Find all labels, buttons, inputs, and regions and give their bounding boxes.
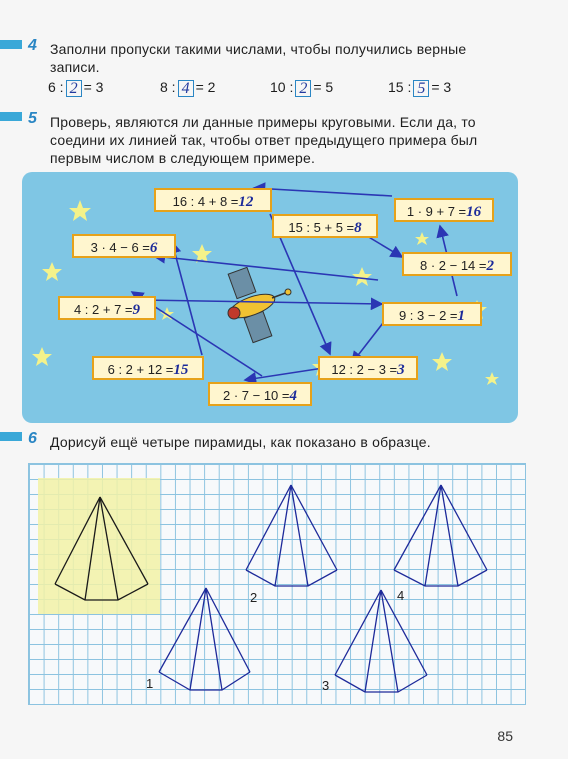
section-marker-6 xyxy=(0,432,22,441)
task-4-equation-3: 10 : 2 = 5 xyxy=(270,79,334,97)
satellite-icon xyxy=(226,267,291,342)
pyramid-label-4: 4 xyxy=(397,588,405,603)
pyramid-label-1: 1 xyxy=(146,676,154,691)
example-card-5: 8 · 2 − 14 =2 xyxy=(402,252,512,276)
answer-box[interactable]: 5 xyxy=(413,80,429,97)
task-6-number: 6 xyxy=(28,430,37,447)
pyramid-label-3: 3 xyxy=(322,678,330,693)
pyramid-label-2: 2 xyxy=(250,590,258,605)
example-card-4: 3 · 4 − 6 =6 xyxy=(72,234,176,258)
task-6-text: Дорисуй ещё четыре пирамиды, как показано в образце. xyxy=(50,434,431,450)
answer-box[interactable]: 2 xyxy=(295,80,311,97)
sample-highlight xyxy=(38,478,160,614)
example-card-7: 9 : 3 − 2 =1 xyxy=(382,302,482,326)
task-4-number: 4 xyxy=(28,37,37,54)
example-card-6: 4 : 2 + 7 =9 xyxy=(58,296,156,320)
task-4-equation-2: 8 : 4 = 2 xyxy=(160,79,216,97)
example-card-9: 12 : 2 − 3 =3 xyxy=(318,356,418,380)
page-number: 85 xyxy=(497,728,513,744)
section-marker-5 xyxy=(0,112,22,121)
task-4-equation-1: 6 : 2 = 3 xyxy=(48,79,104,97)
answer-box[interactable]: 2 xyxy=(66,80,82,97)
task-5-text: Проверь, являются ли данные примеры круговыми. Если да, то соедини их линией так, чтобы ответ предыдущего примера был первым числом в следующем примере. xyxy=(50,114,478,166)
example-card-2: 1 · 9 + 7 =16 xyxy=(394,198,494,222)
space-scene xyxy=(22,172,518,423)
example-card-10: 2 · 7 − 10 =4 xyxy=(208,382,312,406)
example-card-8: 6 : 2 + 12 =15 xyxy=(92,356,204,380)
example-card-3: 15 : 5 + 5 =8 xyxy=(272,214,378,238)
task-5-number: 5 xyxy=(28,110,37,127)
task-4-text: Заполни пропуски такими числами, чтобы получились верные записи. xyxy=(50,41,467,75)
task-4-equation-4: 15 : 5 = 3 xyxy=(388,79,452,97)
section-marker-4 xyxy=(0,40,22,49)
answer-box[interactable]: 4 xyxy=(178,80,194,97)
example-card-1: 16 : 4 + 8 =12 xyxy=(154,188,272,212)
